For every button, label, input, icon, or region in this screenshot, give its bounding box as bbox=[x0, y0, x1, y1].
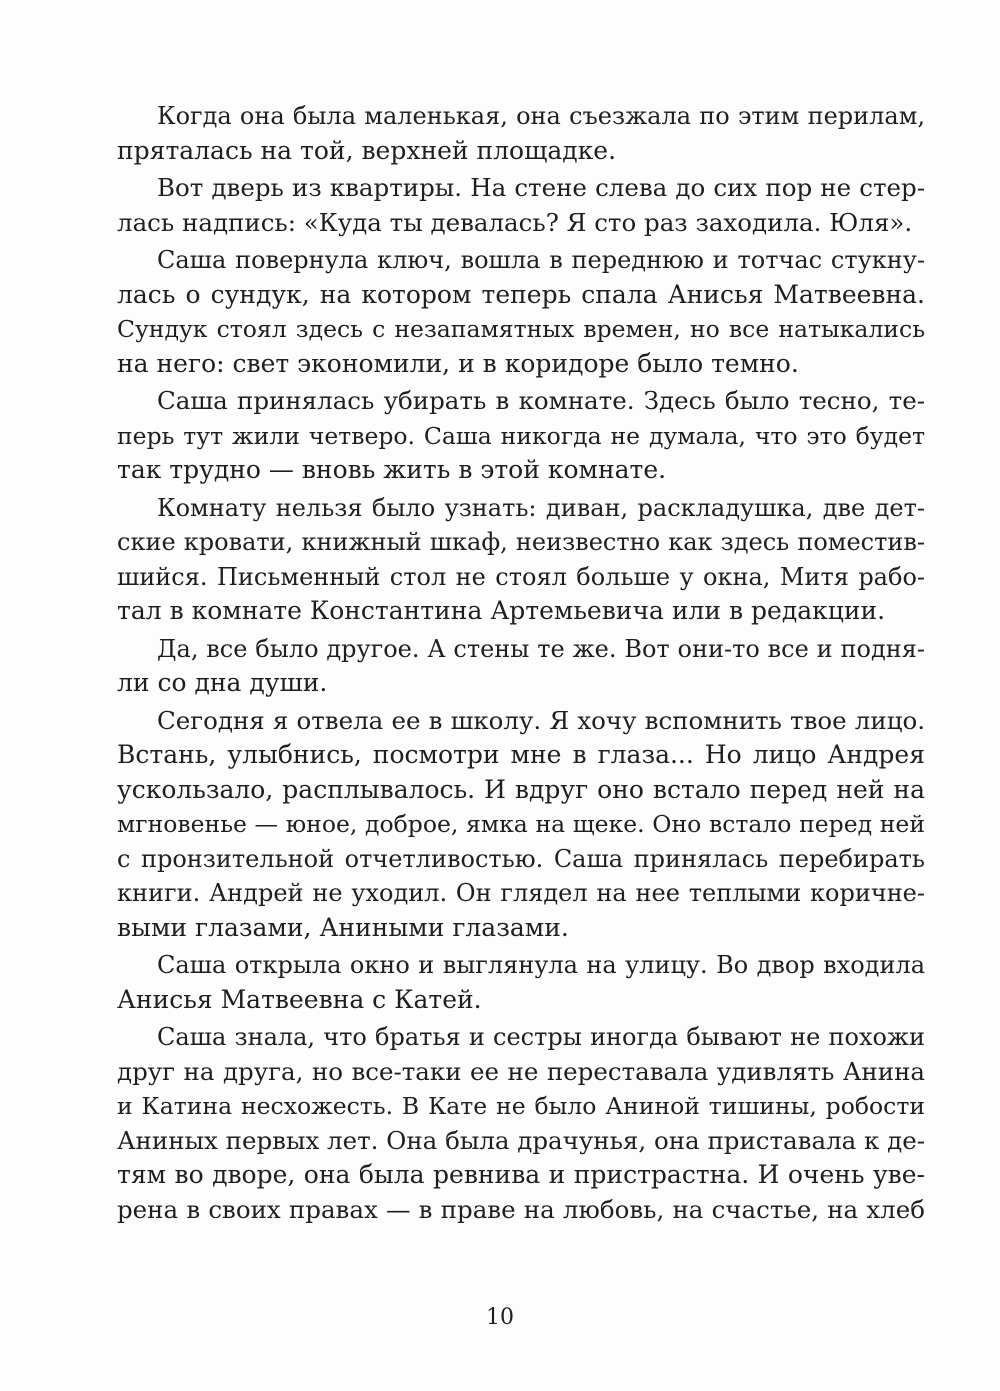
paragraph bbox=[117, 171, 925, 240]
text-line: Саша принялась убирать в комнате. Здесь было тесно, те- bbox=[157, 386, 925, 415]
text-line: ускользало, расплывалось. И вдруг оно встало перед ней на bbox=[117, 774, 925, 804]
paragraph bbox=[117, 632, 925, 701]
text-line: Когда она была маленькая, она съезжала по этим перилам, bbox=[157, 102, 925, 130]
text-line: Аниных первых лет. Она была драчунья, она приставала к де- bbox=[117, 1125, 925, 1155]
page-number: 10 bbox=[486, 1305, 514, 1330]
text-line: Встань, улыбнись, посмотри мне в глаза... Но лицо Андрея bbox=[117, 740, 925, 769]
text-line: на него: свет экономили, и в коридоре было темно. bbox=[117, 348, 799, 378]
text-line: ские кровати, книжный шкаф, неизвестно как здесь поместив- bbox=[117, 528, 925, 556]
text-line: Вот дверь из квартиры. На стене слева до сих пор не стер- bbox=[157, 173, 925, 202]
text-line: так трудно — вновь жить в этой комнате. bbox=[117, 455, 667, 484]
text-line: пряталась на той, верхней площадке. bbox=[117, 135, 617, 165]
text-line: друг на друга, но все-таки ее не переставала удивлять Анина bbox=[117, 1056, 925, 1086]
paragraph bbox=[117, 243, 925, 381]
body-text bbox=[117, 99, 925, 1227]
text-line: Сундук стоял здесь с незапамятных времен, но все натыкались bbox=[117, 315, 925, 343]
text-line: шийся. Письменный стол не стоял больше у окна, Митя рабо- bbox=[117, 562, 925, 591]
text-line: Да, все было другое. А стены те же. Вот они-то все и подня- bbox=[157, 634, 925, 663]
text-line: выми глазами, Аниными глазами. bbox=[117, 912, 569, 942]
text-line: с пронзительной отчетливостью. Саша принялась перебирать bbox=[117, 844, 925, 873]
text-line: лась надпись: «Куда ты девалась? Я сто раз заходила. Юля». bbox=[117, 207, 913, 237]
paragraph bbox=[117, 704, 925, 946]
paragraph bbox=[117, 384, 925, 488]
text-line: рена в своих правах — в праве на любовь, на счастье, на хлеб bbox=[117, 1194, 925, 1224]
paragraph bbox=[117, 491, 925, 629]
text-line: тям во дворе, она была ревнива и пристрастна. И очень уве- bbox=[117, 1160, 925, 1189]
text-line: мгновенье — юное, доброе, ямка на щеке. Оно встало перед ней bbox=[117, 810, 925, 838]
text-line: ли со дна души. bbox=[117, 668, 328, 697]
text-line: перь тут жили четверо. Саша никогда не думала, что это будет bbox=[117, 421, 925, 450]
text-line: тал в комнате Константина Артемьевича или в редакции. bbox=[117, 596, 886, 625]
text-line: Саша повернула ключ, вошла в переднюю и тотчас стукну- bbox=[157, 246, 925, 274]
paragraph bbox=[117, 99, 925, 168]
text-line: книги. Андрей не уходил. Он глядел на нее теплыми коричне- bbox=[117, 879, 925, 907]
text-line: Сегодня я отвела ее в школу. Я хочу вспомнить твое лицо. bbox=[157, 705, 925, 735]
paragraph bbox=[117, 948, 925, 1017]
text-line: лась о сундук, на котором теперь спала Анисья Матвеевна. bbox=[117, 279, 925, 309]
text-line: Саша открыла окно и выглянула на улицу. Во двор входила bbox=[157, 951, 925, 979]
text-line: и Катина несхожесть. В Кате не было Аниной тишины, робости bbox=[117, 1092, 925, 1120]
text-line: Анисья Матвеевна с Катей. bbox=[117, 984, 482, 1014]
text-line: Саша знала, что братья и сестры иногда бывают не похожи bbox=[157, 1023, 925, 1051]
paragraph bbox=[117, 1020, 925, 1227]
text-line: Комнату нельзя было узнать: диван, раскладушка, две дет- bbox=[157, 493, 925, 522]
